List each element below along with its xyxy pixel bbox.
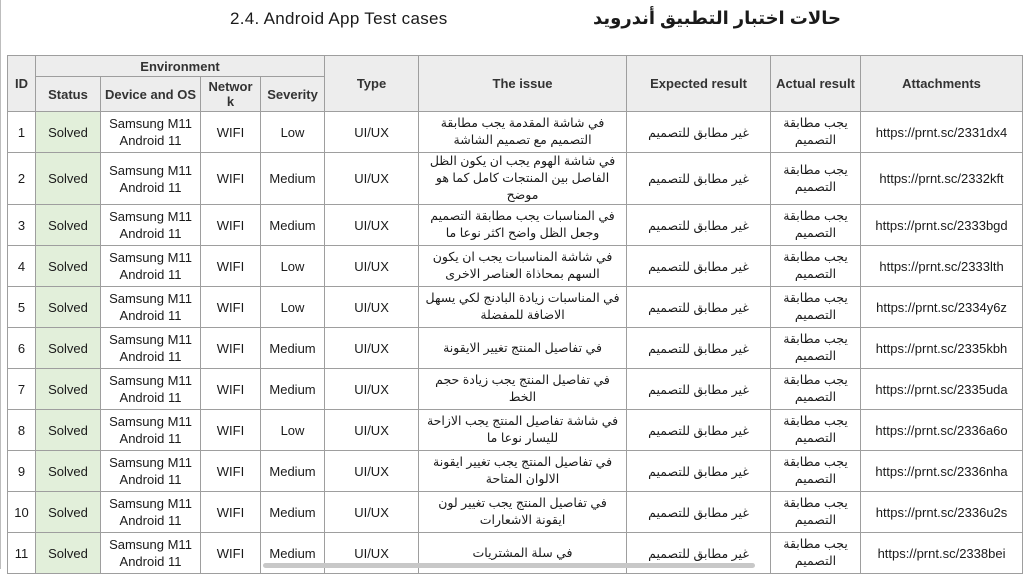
row-type: UI/UX xyxy=(325,369,419,410)
row-severity: Low xyxy=(261,410,325,451)
device-model: Samsung M11 xyxy=(109,496,192,511)
row-expected-result: غير مطابق للتصميم xyxy=(627,153,771,205)
row-issue: في شاشة المقدمة يجب مطابقة التصميم مع تصميم الشاشة xyxy=(419,112,627,153)
row-attachment-link[interactable]: https://prnt.sc/2335kbh xyxy=(861,328,1023,369)
device-os-version: Android 11 xyxy=(119,390,182,405)
row-actual-result: يجب مطابقة التصميم xyxy=(771,287,861,328)
row-type: UI/UX xyxy=(325,153,419,205)
table-row xyxy=(8,153,1023,205)
row-severity: Medium xyxy=(261,492,325,533)
row-expected-result: غير مطابق للتصميم xyxy=(627,328,771,369)
row-expected-result: غير مطابق للتصميم xyxy=(627,287,771,328)
header-actual-result: Actual result xyxy=(771,56,861,112)
row-status: Solved xyxy=(36,328,101,369)
row-actual-result: يجب مطابقة التصميم xyxy=(771,410,861,451)
device-os-version: Android 11 xyxy=(119,179,182,195)
row-actual-result: يجب مطابقة التصميم xyxy=(771,533,861,574)
row-expected-result: غير مطابق للتصميم xyxy=(627,533,771,574)
row-device-os xyxy=(101,153,201,205)
header-id: ID xyxy=(8,56,36,112)
table-row xyxy=(8,369,1023,410)
row-expected-result: غير مطابق للتصميم xyxy=(627,112,771,153)
row-status: Solved xyxy=(36,205,101,246)
row-network: WIFI xyxy=(201,205,261,246)
row-device-os xyxy=(101,287,201,328)
device-os-version: Android 11 xyxy=(119,513,182,528)
row-attachment-link[interactable]: https://prnt.sc/2333lth xyxy=(861,246,1023,287)
row-type: UI/UX xyxy=(325,287,419,328)
device-model: Samsung M11 xyxy=(109,373,192,388)
row-severity: Medium xyxy=(261,328,325,369)
row-device-os xyxy=(101,410,201,451)
row-actual-result: يجب مطابقة التصميم xyxy=(771,153,861,205)
device-os-version: Android 11 xyxy=(119,133,182,148)
device-os-version: Android 11 xyxy=(119,554,182,569)
row-issue: في شاشة الهوم يجب ان يكون الظل الفاصل بين المنتجات كامل كما هو موضح xyxy=(419,153,627,205)
header-severity: Severity xyxy=(261,77,325,112)
row-device-os xyxy=(101,205,201,246)
row-attachment-link[interactable]: https://prnt.sc/2336a6o xyxy=(861,410,1023,451)
row-attachment-link[interactable]: https://prnt.sc/2335uda xyxy=(861,369,1023,410)
row-attachment-link[interactable]: https://prnt.sc/2334y6z xyxy=(861,287,1023,328)
device-model: Samsung M11 xyxy=(109,209,192,224)
row-severity: Medium xyxy=(261,369,325,410)
row-status: Solved xyxy=(36,153,101,205)
header-network: Networ k xyxy=(201,77,261,112)
row-device-os xyxy=(101,492,201,533)
header-type: Type xyxy=(325,56,419,112)
device-model: Samsung M11 xyxy=(109,250,192,265)
row-device-os xyxy=(101,451,201,492)
row-expected-result: غير مطابق للتصميم xyxy=(627,492,771,533)
row-type: UI/UX xyxy=(325,410,419,451)
row-severity: Low xyxy=(261,112,325,153)
row-expected-result: غير مطابق للتصميم xyxy=(627,369,771,410)
table-row xyxy=(8,112,1023,153)
row-status: Solved xyxy=(36,112,101,153)
row-issue: في تفاصيل المنتج يجب تغيير ايقونة الالوان المتاحة xyxy=(419,451,627,492)
row-severity: Low xyxy=(261,287,325,328)
row-expected-result: غير مطابق للتصميم xyxy=(627,410,771,451)
device-model: Samsung M11 xyxy=(109,414,192,429)
row-device-os xyxy=(101,533,201,574)
row-attachment-link[interactable]: https://prnt.sc/2331dx4 xyxy=(861,112,1023,153)
row-severity: Medium xyxy=(261,451,325,492)
table-body xyxy=(8,112,1023,574)
row-id: 1 xyxy=(8,112,36,153)
row-id: 10 xyxy=(8,492,36,533)
row-device-os xyxy=(101,328,201,369)
device-os-version: Android 11 xyxy=(119,431,182,446)
device-os-version: Android 11 xyxy=(119,226,182,241)
device-model: Samsung M11 xyxy=(109,162,192,178)
row-id: 9 xyxy=(8,451,36,492)
row-severity: Medium xyxy=(261,533,325,574)
row-id: 4 xyxy=(8,246,36,287)
device-model: Samsung M11 xyxy=(109,291,192,306)
row-status: Solved xyxy=(36,246,101,287)
row-expected-result: غير مطابق للتصميم xyxy=(627,451,771,492)
row-type: UI/UX xyxy=(325,492,419,533)
row-type: UI/UX xyxy=(325,533,419,574)
row-actual-result: يجب مطابقة التصميم xyxy=(771,112,861,153)
row-type: UI/UX xyxy=(325,205,419,246)
row-network: WIFI xyxy=(201,328,261,369)
row-type: UI/UX xyxy=(325,328,419,369)
row-network: WIFI xyxy=(201,369,261,410)
device-os-version: Android 11 xyxy=(119,349,182,364)
row-device-os xyxy=(101,112,201,153)
row-type: UI/UX xyxy=(325,246,419,287)
section-title-english: 2.4. Android App Test cases xyxy=(230,9,448,28)
row-network: WIFI xyxy=(201,153,261,205)
row-device-os xyxy=(101,246,201,287)
row-status: Solved xyxy=(36,492,101,533)
row-attachment-link[interactable]: https://prnt.sc/2336u2s xyxy=(861,492,1023,533)
row-network: WIFI xyxy=(201,533,261,574)
row-status: Solved xyxy=(36,410,101,451)
row-network: WIFI xyxy=(201,492,261,533)
row-status: Solved xyxy=(36,287,101,328)
row-id: 6 xyxy=(8,328,36,369)
row-severity: Medium xyxy=(261,153,325,205)
row-issue: في تفاصيل المنتج يجب تغيير لون ايقونة الاشعارات xyxy=(419,492,627,533)
row-issue: في شاشة تفاصيل المنتج يجب الازاحة لليسار نوعا ما xyxy=(419,410,627,451)
row-id: 3 xyxy=(8,205,36,246)
row-actual-result: يجب مطابقة التصميم xyxy=(771,328,861,369)
row-attachment-link[interactable]: https://prnt.sc/2336nha xyxy=(861,451,1023,492)
row-issue: في المناسبات يجب مطابقة التصميم وجعل الظل واضح اكثر نوعا ما xyxy=(419,205,627,246)
row-expected-result: غير مطابق للتصميم xyxy=(627,246,771,287)
row-device-os xyxy=(101,369,201,410)
row-actual-result: يجب مطابقة التصميم xyxy=(771,451,861,492)
row-attachment-link[interactable]: https://prnt.sc/2332kft xyxy=(861,153,1023,205)
row-id: 8 xyxy=(8,410,36,451)
table-row xyxy=(8,205,1023,246)
table-row xyxy=(8,410,1023,451)
row-issue: في تفاصيل المنتج يجب زيادة حجم الخط xyxy=(419,369,627,410)
horizontal-scrollbar[interactable] xyxy=(263,563,755,568)
row-actual-result: يجب مطابقة التصميم xyxy=(771,369,861,410)
row-severity: Low xyxy=(261,246,325,287)
row-id: 5 xyxy=(8,287,36,328)
row-issue: في سلة المشتريات xyxy=(419,533,627,574)
row-network: WIFI xyxy=(201,287,261,328)
row-severity: Medium xyxy=(261,205,325,246)
device-model: Samsung M11 xyxy=(109,455,192,470)
header-device-os: Device and OS xyxy=(101,77,201,112)
header-expected-result: Expected result xyxy=(627,56,771,112)
row-id: 2 xyxy=(8,153,36,205)
device-model: Samsung M11 xyxy=(109,332,192,347)
table-row xyxy=(8,246,1023,287)
row-actual-result: يجب مطابقة التصميم xyxy=(771,246,861,287)
row-id: 11 xyxy=(8,533,36,574)
test-cases-table xyxy=(7,55,1023,574)
row-status: Solved xyxy=(36,369,101,410)
table-row xyxy=(8,492,1023,533)
row-status: Solved xyxy=(36,533,101,574)
section-title-arabic: حالات اختبار التطبيق أندرويد xyxy=(593,8,841,28)
header-attachments: Attachments xyxy=(861,56,1023,112)
row-network: WIFI xyxy=(201,410,261,451)
header-issue: The issue xyxy=(419,56,627,112)
row-network: WIFI xyxy=(201,246,261,287)
device-model: Samsung M11 xyxy=(109,537,192,552)
row-network: WIFI xyxy=(201,451,261,492)
row-status: Solved xyxy=(36,451,101,492)
table-row xyxy=(8,287,1023,328)
table-row xyxy=(8,451,1023,492)
row-expected-result: غير مطابق للتصميم xyxy=(627,205,771,246)
row-type: UI/UX xyxy=(325,451,419,492)
device-os-version: Android 11 xyxy=(119,472,182,487)
row-attachment-link[interactable]: https://prnt.sc/2333bgd xyxy=(861,205,1023,246)
row-issue: في تفاصيل المنتج تغيير الايقونة xyxy=(419,328,627,369)
device-os-version: Android 11 xyxy=(119,308,182,323)
header-environment: Environment xyxy=(36,56,325,77)
row-id: 7 xyxy=(8,369,36,410)
row-issue: في شاشة المناسبات يجب ان يكون السهم بمحاذاة العناصر الاخرى xyxy=(419,246,627,287)
row-actual-result: يجب مطابقة التصميم xyxy=(771,492,861,533)
row-network: WIFI xyxy=(201,112,261,153)
row-attachment-link[interactable]: https://prnt.sc/2338bei xyxy=(861,533,1023,574)
table-row xyxy=(8,328,1023,369)
device-os-version: Android 11 xyxy=(119,267,182,282)
row-actual-result: يجب مطابقة التصميم xyxy=(771,205,861,246)
row-type: UI/UX xyxy=(325,112,419,153)
device-model: Samsung M11 xyxy=(109,116,192,131)
header-status: Status xyxy=(36,77,101,112)
row-issue: في المناسبات زيادة البادنج لكي يسهل الاضافة للمفضلة xyxy=(419,287,627,328)
